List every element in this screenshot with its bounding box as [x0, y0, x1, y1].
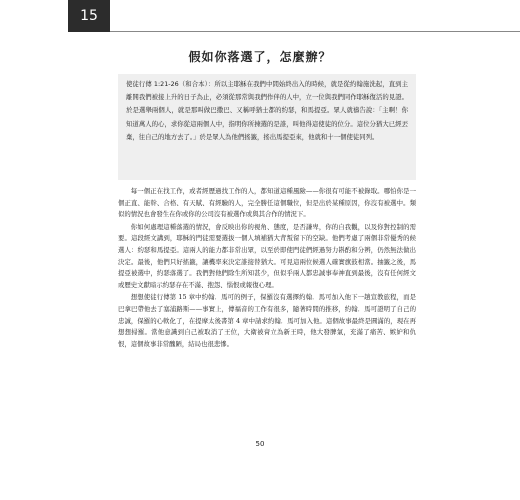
page-title: 假如你落選了，怎麼辦？ [188, 50, 332, 64]
paragraph: 每一個正在找工作，或者經歷過找工作的人，都知道這種風險——你很有可能不被錄取。哪怕你是一個正直、能幹、合格、有天賦、有經驗的人，完全勝任這個職位，但是出於某種原因，你沒有被選中。類似的情況也會發生在你或你的公司沒有被選作或與其合作的情況下。 [118, 187, 416, 219]
scripture-reference: 使徒行傳 1:21-26（和合本）： [126, 80, 215, 88]
chapter-number: 15 [80, 8, 98, 24]
paragraph: 你如何處理這種落選的情況，會反映出你的視角、態度，是否謙卑，你的自我觀，以及你對控制的需要。這段經文講到，耶穌的門徒需要選拔一個人填補猶大背叛留下的空缺。他們考慮了兩個非常優秀的候選人：約瑟和馬提亞。這兩人的能力都非常出眾，以至於即使門徒們經過努力斟酌和分辨，仍然無法做出決定。最後，他們只好搖籤，讓機率來決定誰接替猶大。可見這兩位候選人確實旗鼓相當。抽籤之後，馬提亞被選中，約瑟落選了。我們對他們除生所知甚少，但似乎兩人都忠誠事奉神直到最後，沒有任何經文或歷史文獻暗示約瑟存在不滿、抱怨、惱恨或報復心理。 [118, 222, 416, 289]
chapter-number-badge [68, 0, 110, 32]
scripture-text: 所以主耶穌在我們中間始終出入的時候，就是從約翰施洗起，直到主離開我們被接上升的日子為止，必須從那常與我們作伴的人中，立一位與我們同作耶穌復活的見證。於是選舉兩個人，就是那叫做巴撒巴、又稱呼猶士都的約瑟，和馬提亞。眾人就禱告說：「主啊！你知道萬人的心，求你從這兩個人中，指明你所揀選的是誰，叫他得這使徒的位分。這位分猶大已經丟棄，往自己的地方去了。」於是眾人為他們搖籤，搖出馬提亞來，他就和十一個使徒同列。 [126, 80, 409, 141]
page-number: 50 [255, 440, 265, 448]
body-text [118, 186, 416, 351]
header-rule [110, 31, 520, 32]
scripture-box [118, 74, 416, 180]
paragraph: 想想使徒行傳第 15 章中約翰．馬可的例子，保羅沒有選擇約翰．馬可加入他下一趟宣教旅程，而是巴拿巴帶他去了塞浦路斯——事實上，傳福音的工作有很多，隨著時間的推移，約翰．馬可證明了自己的忠誠，保羅的心軟化了，在提摩太後書第 4 章中請求約翰．馬可加入他。這個故事最終是圓滿的，現在再想想掃羅。當他意識到自己被取消了王位，大衛被膏立為新王時，他大發脾氣，充滿了痛苦、嫉妒和仇恨，這個故事非常醜陋，結局也很悲慘。 [118, 293, 416, 348]
